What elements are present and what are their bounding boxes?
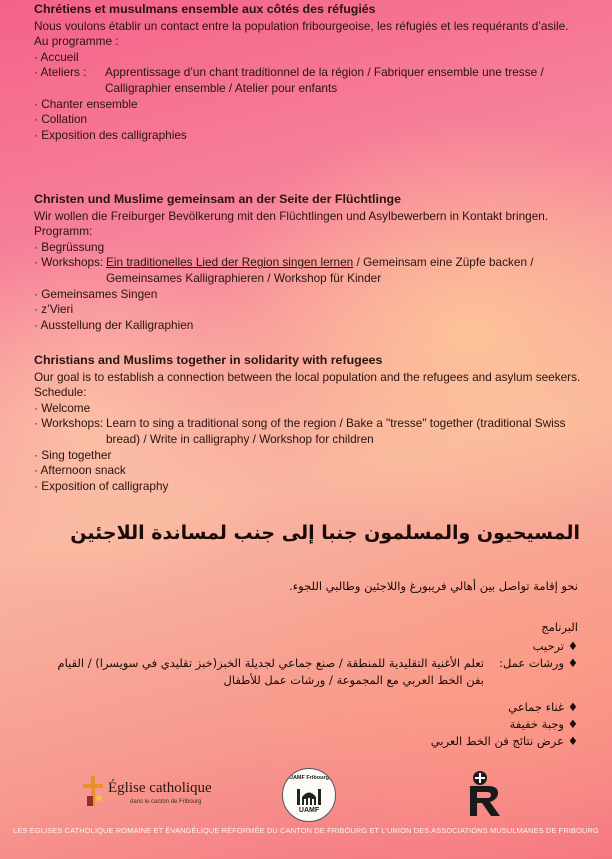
section-english [34, 353, 600, 494]
german-title: Christen und Muslime gemeinsam an der Seite der Flüchtlinge [34, 192, 401, 206]
footer-organizers: LES EGLISES CATHOLIQUE ROMAINE ET ÉVANGÉLIQUE RÉFORMÉE DU CANTON DE FRIBOURG ET L’UNION DES ASSOCIATIONS MUSULMANES DE FRIBOURG [13, 826, 599, 835]
diamond-bullet-icon: ♦ [567, 734, 578, 748]
german-workshops-underlined: Ein traditionelles Lied der Region singen lernen [106, 255, 354, 270]
arabic-item-welcome [44, 638, 578, 655]
french-ateliers-row [34, 65, 600, 96]
diamond-bullet-icon: ♦ [567, 700, 578, 714]
diamond-bullet-icon: ♦ [567, 717, 578, 731]
diamond-bullet-icon: ♦ [567, 639, 578, 653]
uamf-logo-top-text: UAMF Fribourg [288, 775, 330, 781]
german-item-singen: · Gemeinsames Singen [34, 286, 158, 301]
german-workshops-text [106, 255, 576, 286]
diamond-bullet-icon: ♦ [567, 656, 578, 670]
english-intro: Our goal is to establish a connection between the local population and the refugees and asylum seekers. [34, 369, 581, 384]
english-title: Christians and Muslims together in solidarity with refugees [34, 353, 383, 367]
arabic-workshops-label: ورشات عمل: [499, 656, 564, 670]
reformed-church-logo-icon [466, 768, 506, 818]
english-item-snack: · Afternoon snack [34, 463, 126, 478]
french-ateliers-label: · Ateliers : [34, 65, 87, 80]
catholic-church-name: Église catholique [108, 780, 212, 796]
cross-icon [80, 774, 106, 810]
arabic-item-sing [44, 699, 578, 716]
english-workshops-label: · Workshops: [34, 416, 104, 431]
english-workshops-row [34, 416, 600, 447]
french-intro: Nous voulons établir un contact entre la population fribourgeoise, les réfugiés et les requérants d’asile. [34, 18, 569, 33]
arabic-program-label: البرنامج [541, 620, 578, 634]
french-item-collation: · Collation [34, 112, 88, 127]
french-program-label: Au programme : [34, 34, 119, 49]
french-title: Chrétiens et musulmans ensemble aux côtés des réfugiés [34, 2, 376, 16]
arabic-workshops-text: تعلم الأغنية التقليدية للمنطقة / صنع جماعي لجديلة الخبز(خبز تقليدي في سويسرا) / القيام بفن الخط العربي مع المجموعة / ورشات عمل للأطفال [57, 656, 484, 687]
english-item-sing: · Sing together [34, 447, 112, 462]
section-german [34, 192, 600, 333]
french-item-accueil: · Accueil [34, 49, 79, 64]
arabic-workshops-label-wrap [484, 655, 578, 689]
english-item-exposition: · Exposition of calligraphy [34, 478, 169, 493]
arabic-item-exposition [44, 733, 578, 750]
arabic-item-sing-text: غناء جماعي [508, 700, 564, 714]
uamf-logo-bottom-text: UAMF [298, 807, 320, 814]
german-item-begruessung: · Begrüssung [34, 239, 105, 254]
german-program-label: Programm: [34, 224, 93, 239]
arabic-item-snack-text: وجبة خفيفة [509, 717, 564, 731]
catholic-church-subtitle: dans le canton de Fribourg [130, 799, 202, 805]
german-item-zvieri: · z’Vieri [34, 302, 74, 317]
english-workshops-text: Learn to sing a traditional song of the region / Bake a "tresse" together (traditional Swiss bread) / Write in calligraphy / Workshop for children [106, 416, 566, 446]
section-french [34, 2, 600, 143]
french-item-chanter: · Chanter ensemble [34, 96, 138, 111]
arabic-intro: نحو إقامة تواصل بين أهالي فريبورغ واللاجئين وطالبي اللجوء. [289, 579, 578, 593]
logos-row [0, 760, 612, 830]
french-ateliers-text: Apprentissage d’un chant traditionnel de la région / Fabriquer ensemble une tresse / Calligraphier ensemble / Atelier pour enfants [105, 65, 544, 95]
arabic-item-welcome-text: ترحيب [532, 639, 564, 653]
arabic-item-exposition-text: عرض نتائج فن الخط العربي [430, 734, 564, 748]
arabic-program-list [44, 638, 578, 750]
german-workshops-rest: / Gemeinsam eine Züpfe backen / Gemeinsames Kalligraphieren / Workshop für Kinder [106, 255, 534, 285]
arabic-title: المسيحيون والمسلمون جنبا إلى جنب لمساندة اللاجئين [70, 522, 580, 544]
english-item-welcome: · Welcome [34, 400, 91, 415]
german-item-ausstellung: · Ausstellung der Kalligraphien [34, 317, 194, 332]
german-workshops-row [34, 255, 600, 286]
french-item-exposition: · Exposition des calligraphies [34, 127, 187, 142]
german-intro: Wir wollen die Freiburger Bevölkerung mit den Flüchtlingen und Asylbewerbern in Kontakt bringen. [34, 208, 549, 223]
german-workshops-label: · Workshops: [34, 255, 104, 270]
arabic-item-snack [44, 716, 578, 733]
uamf-logo [282, 768, 336, 822]
arabic-workshops-row [44, 655, 578, 689]
catholic-church-logo [80, 766, 230, 822]
english-schedule-label: Schedule: [34, 385, 87, 400]
